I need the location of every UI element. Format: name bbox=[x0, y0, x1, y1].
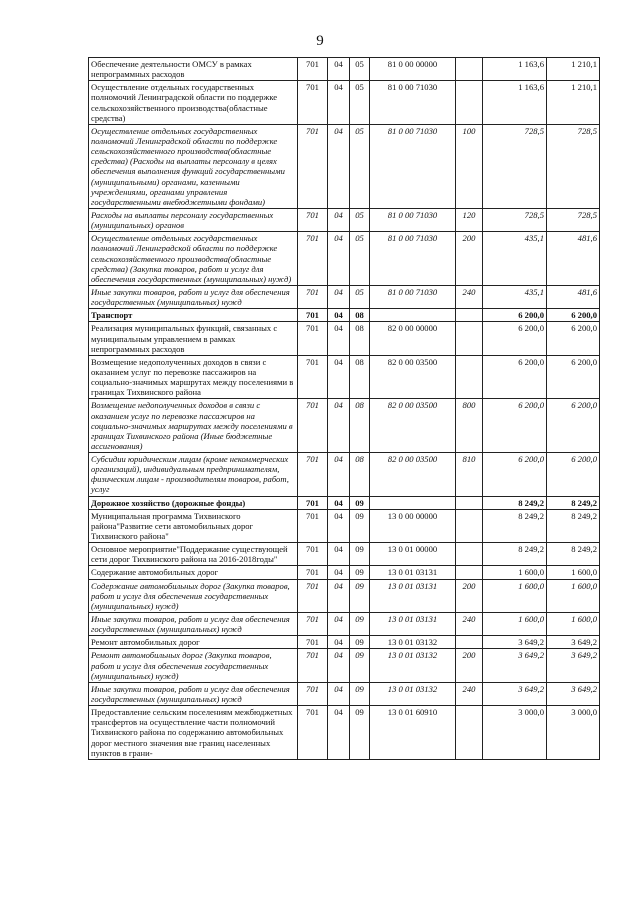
amount-year2-cell: 481,6 bbox=[547, 285, 600, 308]
expense-type-cell: 120 bbox=[456, 208, 483, 231]
amount-year1-cell: 3 649,2 bbox=[483, 649, 547, 682]
amount-year1-cell: 728,5 bbox=[483, 208, 547, 231]
amount-year2-cell: 3 649,2 bbox=[547, 682, 600, 705]
ved-code-cell: 701 bbox=[298, 509, 328, 542]
section-code-cell: 04 bbox=[328, 509, 350, 542]
subsection-code-cell: 09 bbox=[350, 566, 370, 579]
ved-code-cell: 701 bbox=[298, 543, 328, 566]
expense-type-cell bbox=[456, 58, 483, 81]
ved-code-cell: 701 bbox=[298, 399, 328, 453]
table-row bbox=[89, 208, 600, 231]
row-name-cell: Содержание автомобильных дорог (Закупка товаров, работ и услуг для обеспечения государственных (муниципальных) нужд) bbox=[89, 579, 298, 612]
row-name-cell: Содержание автомобильных дорог bbox=[89, 566, 298, 579]
target-article-cell: 13 0 01 00000 bbox=[370, 543, 456, 566]
amount-year2-cell: 8 249,2 bbox=[547, 543, 600, 566]
section-code-cell: 04 bbox=[328, 285, 350, 308]
expense-type-cell: 810 bbox=[456, 453, 483, 497]
expense-type-cell bbox=[456, 543, 483, 566]
target-article-cell: 13 0 01 03132 bbox=[370, 682, 456, 705]
amount-year1-cell: 728,5 bbox=[483, 124, 547, 208]
target-article-cell: 81 0 00 71030 bbox=[370, 81, 456, 125]
section-code-cell: 04 bbox=[328, 636, 350, 649]
subsection-code-cell: 08 bbox=[350, 453, 370, 497]
row-name-cell: Осуществление отдельных государственных полномочий Ленинградской области по поддержке сельскохозяйственного производства(областные средства) bbox=[89, 81, 298, 125]
table-row bbox=[89, 355, 600, 399]
ved-code-cell: 701 bbox=[298, 208, 328, 231]
ved-code-cell: 701 bbox=[298, 579, 328, 612]
expense-type-cell: 200 bbox=[456, 579, 483, 612]
amount-year1-cell: 8 249,2 bbox=[483, 496, 547, 509]
amount-year2-cell: 3 649,2 bbox=[547, 636, 600, 649]
budget-table bbox=[88, 57, 600, 760]
row-name-cell: Субсидии юридическим лицам (кроме некоммерческих организаций), индивидуальным предпринимателям, физическим лицам - производителям товаров, работ, услуг bbox=[89, 453, 298, 497]
ved-code-cell: 701 bbox=[298, 636, 328, 649]
row-name-cell: Возмещение недополученных доходов в связи с оказанием услуг по перевозке пассажиров на социально-значимых маршрутах между поселениями в границах Тихвинского района (Иные бюджетные ассигнования) bbox=[89, 399, 298, 453]
table-row bbox=[89, 579, 600, 612]
amount-year1-cell: 435,1 bbox=[483, 285, 547, 308]
ved-code-cell: 701 bbox=[298, 309, 328, 322]
target-article-cell: 81 0 00 71030 bbox=[370, 285, 456, 308]
row-name-cell: Иные закупки товаров, работ и услуг для обеспечения государственных (муниципальных) нужд bbox=[89, 285, 298, 308]
subsection-code-cell: 09 bbox=[350, 706, 370, 760]
amount-year1-cell: 3 000,0 bbox=[483, 706, 547, 760]
section-code-cell: 04 bbox=[328, 322, 350, 355]
subsection-code-cell: 05 bbox=[350, 232, 370, 286]
expense-type-cell bbox=[456, 509, 483, 542]
table-row bbox=[89, 58, 600, 81]
table-row bbox=[89, 543, 600, 566]
subsection-code-cell: 09 bbox=[350, 496, 370, 509]
subsection-code-cell: 09 bbox=[350, 579, 370, 612]
amount-year1-cell: 6 200,0 bbox=[483, 453, 547, 497]
section-code-cell: 04 bbox=[328, 309, 350, 322]
table-row bbox=[89, 566, 600, 579]
subsection-code-cell: 08 bbox=[350, 355, 370, 399]
amount-year2-cell: 6 200,0 bbox=[547, 453, 600, 497]
expense-type-cell: 200 bbox=[456, 232, 483, 286]
expense-type-cell: 800 bbox=[456, 399, 483, 453]
expense-type-cell bbox=[456, 706, 483, 760]
amount-year1-cell: 1 600,0 bbox=[483, 566, 547, 579]
ved-code-cell: 701 bbox=[298, 649, 328, 682]
row-name-cell: Муниципальная программа Тихвинского района"Развитие сети автомобильных дорог Тихвинского района" bbox=[89, 509, 298, 542]
amount-year1-cell: 1 600,0 bbox=[483, 613, 547, 636]
subsection-code-cell: 05 bbox=[350, 285, 370, 308]
subsection-code-cell: 09 bbox=[350, 543, 370, 566]
row-name-cell: Обеспечение деятельности ОМСУ в рамках непрограммных расходов bbox=[89, 58, 298, 81]
amount-year1-cell: 8 249,2 bbox=[483, 543, 547, 566]
target-article-cell: 13 0 01 03131 bbox=[370, 579, 456, 612]
target-article-cell: 81 0 00 71030 bbox=[370, 232, 456, 286]
row-name-cell: Дорожное хозяйство (дорожные фонды) bbox=[89, 496, 298, 509]
ved-code-cell: 701 bbox=[298, 124, 328, 208]
target-article-cell: 81 0 00 71030 bbox=[370, 208, 456, 231]
section-code-cell: 04 bbox=[328, 613, 350, 636]
section-code-cell: 04 bbox=[328, 649, 350, 682]
table-row bbox=[89, 399, 600, 453]
table-row bbox=[89, 232, 600, 286]
subsection-code-cell: 08 bbox=[350, 399, 370, 453]
section-code-cell: 04 bbox=[328, 81, 350, 125]
amount-year1-cell: 6 200,0 bbox=[483, 309, 547, 322]
ved-code-cell: 701 bbox=[298, 496, 328, 509]
expense-type-cell: 240 bbox=[456, 682, 483, 705]
section-code-cell: 04 bbox=[328, 682, 350, 705]
row-name-cell: Реализация муниципальных функций, связанных с муниципальным управлением в рамках непрограммных расходов bbox=[89, 322, 298, 355]
subsection-code-cell: 08 bbox=[350, 322, 370, 355]
target-article-cell: 82 0 00 03500 bbox=[370, 355, 456, 399]
table-row bbox=[89, 509, 600, 542]
table-row bbox=[89, 496, 600, 509]
table-row bbox=[89, 453, 600, 497]
expense-type-cell: 240 bbox=[456, 613, 483, 636]
target-article-cell: 81 0 00 00000 bbox=[370, 58, 456, 81]
section-code-cell: 04 bbox=[328, 58, 350, 81]
amount-year1-cell: 6 200,0 bbox=[483, 355, 547, 399]
amount-year2-cell: 1 210,1 bbox=[547, 81, 600, 125]
subsection-code-cell: 09 bbox=[350, 682, 370, 705]
target-article-cell: 13 0 00 00000 bbox=[370, 509, 456, 542]
target-article-cell bbox=[370, 496, 456, 509]
table-row bbox=[89, 682, 600, 705]
amount-year1-cell: 1 163,6 bbox=[483, 58, 547, 81]
expense-type-cell bbox=[456, 566, 483, 579]
expense-type-cell: 240 bbox=[456, 285, 483, 308]
target-article-cell: 82 0 00 03500 bbox=[370, 399, 456, 453]
table-row bbox=[89, 285, 600, 308]
row-name-cell: Ремонт автомобильных дорог bbox=[89, 636, 298, 649]
amount-year2-cell: 481,6 bbox=[547, 232, 600, 286]
amount-year1-cell: 435,1 bbox=[483, 232, 547, 286]
row-name-cell: Иные закупки товаров, работ и услуг для обеспечения государственных (муниципальных) нужд bbox=[89, 682, 298, 705]
amount-year1-cell: 8 249,2 bbox=[483, 509, 547, 542]
subsection-code-cell: 05 bbox=[350, 208, 370, 231]
row-name-cell: Расходы на выплаты персоналу государственных (муниципальных) органов bbox=[89, 208, 298, 231]
target-article-cell: 13 0 01 03131 bbox=[370, 613, 456, 636]
ved-code-cell: 701 bbox=[298, 58, 328, 81]
row-name-cell: Иные закупки товаров, работ и услуг для обеспечения государственных (муниципальных) нужд bbox=[89, 613, 298, 636]
expense-type-cell bbox=[456, 496, 483, 509]
table-row bbox=[89, 636, 600, 649]
section-code-cell: 04 bbox=[328, 355, 350, 399]
target-article-cell: 81 0 00 71030 bbox=[370, 124, 456, 208]
amount-year2-cell: 1 600,0 bbox=[547, 613, 600, 636]
ved-code-cell: 701 bbox=[298, 566, 328, 579]
target-article-cell bbox=[370, 309, 456, 322]
target-article-cell: 13 0 01 60910 bbox=[370, 706, 456, 760]
subsection-code-cell: 09 bbox=[350, 509, 370, 542]
row-name-cell: Предоставление сельским поселениям межбюджетных трансфертов на осуществление части полномочий Тихвинского района по содержанию автомобильных дорог местного значения вне границ населенных пунктов в грани- bbox=[89, 706, 298, 760]
section-code-cell: 04 bbox=[328, 232, 350, 286]
amount-year2-cell: 1 210,1 bbox=[547, 58, 600, 81]
table-row bbox=[89, 124, 600, 208]
expense-type-cell: 100 bbox=[456, 124, 483, 208]
target-article-cell: 82 0 00 03500 bbox=[370, 453, 456, 497]
amount-year1-cell: 6 200,0 bbox=[483, 399, 547, 453]
amount-year2-cell: 3 649,2 bbox=[547, 649, 600, 682]
table-row bbox=[89, 81, 600, 125]
amount-year2-cell: 728,5 bbox=[547, 124, 600, 208]
expense-type-cell bbox=[456, 309, 483, 322]
amount-year2-cell: 3 000,0 bbox=[547, 706, 600, 760]
subsection-code-cell: 09 bbox=[350, 613, 370, 636]
subsection-code-cell: 05 bbox=[350, 81, 370, 125]
amount-year1-cell: 1 600,0 bbox=[483, 579, 547, 612]
row-name-cell: Ремонт автомобильных дорог (Закупка товаров, работ и услуг для обеспечения государственных (муниципальных) нужд) bbox=[89, 649, 298, 682]
expense-type-cell bbox=[456, 81, 483, 125]
table-row bbox=[89, 706, 600, 760]
amount-year1-cell: 1 163,6 bbox=[483, 81, 547, 125]
target-article-cell: 13 0 01 03131 bbox=[370, 566, 456, 579]
amount-year2-cell: 1 600,0 bbox=[547, 566, 600, 579]
ved-code-cell: 701 bbox=[298, 232, 328, 286]
target-article-cell: 13 0 01 03132 bbox=[370, 649, 456, 682]
target-article-cell: 13 0 01 03132 bbox=[370, 636, 456, 649]
ved-code-cell: 701 bbox=[298, 453, 328, 497]
subsection-code-cell: 08 bbox=[350, 309, 370, 322]
ved-code-cell: 701 bbox=[298, 322, 328, 355]
subsection-code-cell: 09 bbox=[350, 649, 370, 682]
section-code-cell: 04 bbox=[328, 543, 350, 566]
ved-code-cell: 701 bbox=[298, 355, 328, 399]
ved-code-cell: 701 bbox=[298, 285, 328, 308]
section-code-cell: 04 bbox=[328, 124, 350, 208]
ved-code-cell: 701 bbox=[298, 682, 328, 705]
expense-type-cell bbox=[456, 355, 483, 399]
section-code-cell: 04 bbox=[328, 706, 350, 760]
page-number: 9 bbox=[316, 33, 324, 49]
ved-code-cell: 701 bbox=[298, 613, 328, 636]
expense-type-cell bbox=[456, 322, 483, 355]
section-code-cell: 04 bbox=[328, 579, 350, 612]
row-name-cell: Транспорт bbox=[89, 309, 298, 322]
row-name-cell: Возмещение недополученных доходов в связи с оказанием услуг по перевозке пассажиров на социально-значимых маршрутах между поселениями в границах Тихвинского района bbox=[89, 355, 298, 399]
amount-year2-cell: 6 200,0 bbox=[547, 322, 600, 355]
ved-code-cell: 701 bbox=[298, 81, 328, 125]
table-row bbox=[89, 613, 600, 636]
amount-year2-cell: 6 200,0 bbox=[547, 355, 600, 399]
section-code-cell: 04 bbox=[328, 566, 350, 579]
amount-year2-cell: 6 200,0 bbox=[547, 399, 600, 453]
target-article-cell: 82 0 00 00000 bbox=[370, 322, 456, 355]
ved-code-cell: 701 bbox=[298, 706, 328, 760]
table-row bbox=[89, 309, 600, 322]
row-name-cell: Основное мероприятие"Поддержание существующей сети дорог Тихвинского района на 2016-2018годы" bbox=[89, 543, 298, 566]
table-body bbox=[89, 58, 600, 760]
subsection-code-cell: 09 bbox=[350, 636, 370, 649]
section-code-cell: 04 bbox=[328, 399, 350, 453]
expense-type-cell: 200 bbox=[456, 649, 483, 682]
amount-year2-cell: 8 249,2 bbox=[547, 509, 600, 542]
amount-year2-cell: 728,5 bbox=[547, 208, 600, 231]
section-code-cell: 04 bbox=[328, 496, 350, 509]
table-row bbox=[89, 322, 600, 355]
amount-year2-cell: 6 200,0 bbox=[547, 309, 600, 322]
amount-year1-cell: 3 649,2 bbox=[483, 636, 547, 649]
subsection-code-cell: 05 bbox=[350, 58, 370, 81]
expense-type-cell bbox=[456, 636, 483, 649]
amount-year1-cell: 6 200,0 bbox=[483, 322, 547, 355]
section-code-cell: 04 bbox=[328, 208, 350, 231]
amount-year2-cell: 1 600,0 bbox=[547, 579, 600, 612]
subsection-code-cell: 05 bbox=[350, 124, 370, 208]
row-name-cell: Осуществление отдельных государственных полномочий Ленинградской области по поддержке сельскохозяйственного производства(областные средства) (Закупка товаров, работ и услуг для обеспечения государственных (муниципальных) нужд) bbox=[89, 232, 298, 286]
amount-year1-cell: 3 649,2 bbox=[483, 682, 547, 705]
amount-year2-cell: 8 249,2 bbox=[547, 496, 600, 509]
row-name-cell: Осуществление отдельных государственных полномочий Ленинградской области по поддержке сельскохозяйственного производства(областные средства) (Расходы на выплаты персоналу в целях обеспечения выполнения функций государственными (муниципальными) органами, казенными учреждениями, органами управления государственными внебюджетными фондами) bbox=[89, 124, 298, 208]
table-row bbox=[89, 649, 600, 682]
section-code-cell: 04 bbox=[328, 453, 350, 497]
